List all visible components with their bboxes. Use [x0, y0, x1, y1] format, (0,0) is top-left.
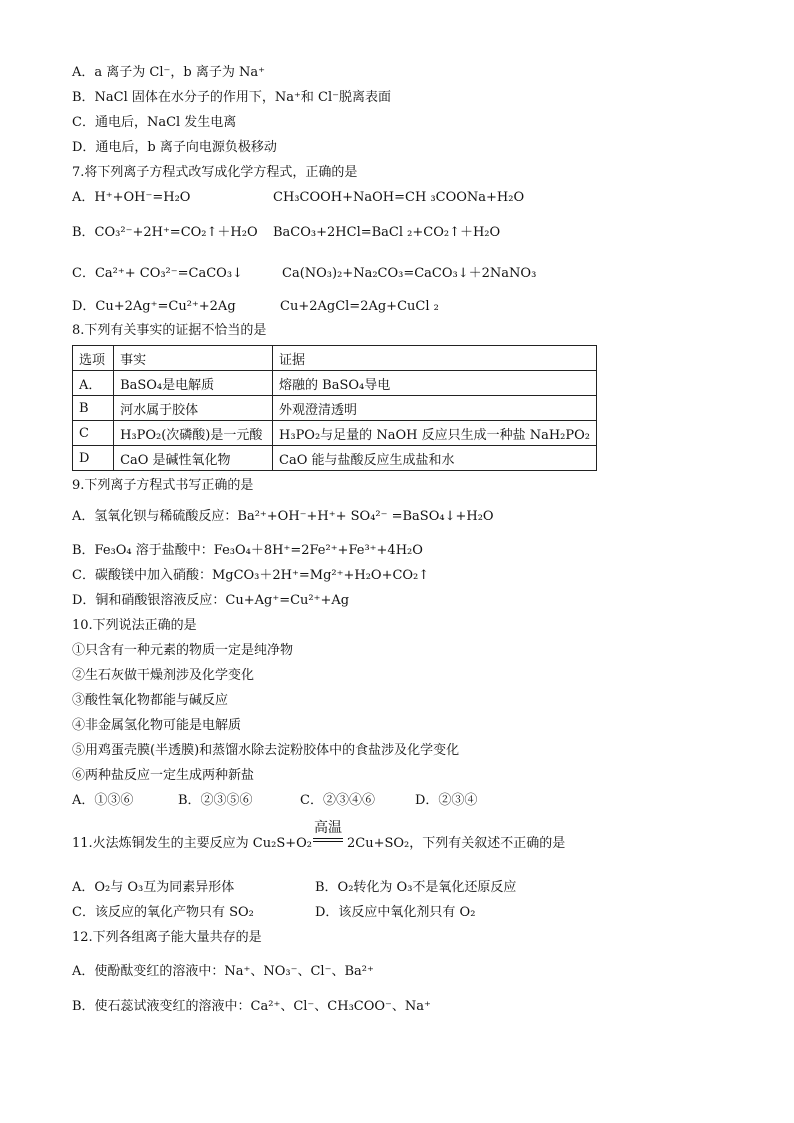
q11-stem-start: 11.火法炼铜发生的主要反应为 Cu₂S+O₂ — [72, 836, 313, 851]
q11-option-a: A．O₂与 O₃互为同素异形体 — [72, 880, 235, 895]
q10-statement: ④非金属氢化物可能是电解质 — [72, 718, 242, 733]
q7-option-b-ionic: B．CO₃²⁻+2H⁺=CO₂↑＋H₂O — [72, 225, 258, 240]
q7-option-a-molecular: CH₃COOH+NaOH=CH ₃COONa+H₂O — [273, 190, 525, 205]
table-cell-evidence: H₃PO₂与足量的 NaOH 反应只生成一种盐 NaH₂PO₂ — [273, 421, 597, 446]
table-cell-evidence: 外观澄清透明 — [273, 396, 597, 421]
q10-option-a: A．①③⑥ — [72, 793, 134, 808]
q10-statement: ①只含有一种元素的物质一定是纯净物 — [72, 643, 294, 658]
table-header-evidence: 证据 — [273, 346, 597, 371]
table-cell-fact: BaSO₄是电解质 — [114, 371, 273, 396]
q10-option-c: C．②③④⑥ — [300, 793, 375, 808]
q7-option-d-ionic: D．Cu+2Ag⁺=Cu²⁺+2Ag — [72, 299, 236, 314]
q9-option-a: A．氢氧化钡与稀硫酸反应：Ba²⁺+OH⁻+H⁺+ SO₄²⁻ =BaSO₄↓+H₂O — [72, 509, 494, 524]
q11-option-b: B．O₂转化为 O₃不是氧化还原反应 — [315, 880, 517, 895]
q7-option-d-molecular: Cu+2AgCl=2Ag+CuCl ₂ — [280, 299, 439, 314]
table-cell-option: B — [73, 396, 114, 421]
q10-stem: 10.下列说法正确的是 — [72, 618, 197, 633]
q10-option-b: B．②③⑤⑥ — [178, 793, 253, 808]
q10-statement: ②生石灰做干燥剂涉及化学变化 — [72, 668, 255, 683]
reaction-condition: 高温 — [314, 820, 342, 836]
q9-option-d: D．铜和硝酸银溶液反应：Cu+Ag⁺=Cu²⁺+Ag — [72, 593, 350, 608]
q6-option-b: B．NaCl 固体在水分子的作用下，Na⁺和 Cl⁻脱离表面 — [72, 90, 392, 105]
q6-option-a: A．a 离子为 Cl⁻，b 离子为 Na⁺ — [72, 65, 265, 80]
q12-option-a: A．使酚酞变红的溶液中：Na⁺、NO₃⁻、Cl⁻、Ba²⁺ — [72, 964, 374, 979]
table-cell-evidence: CaO 能与盐酸反应生成盐和水 — [273, 446, 597, 471]
q11-option-c: C．该反应的氧化产物只有 SO₂ — [72, 905, 254, 920]
table-row — [73, 371, 597, 396]
q12-stem: 12.下列各组离子能大量共存的是 — [72, 930, 262, 945]
equals-sign-bar — [313, 838, 343, 839]
q7-option-c-ionic: C．Ca²⁺+ CO₃²⁻=CaCO₃↓ — [72, 266, 243, 281]
table-cell-option: D — [73, 446, 114, 471]
q11-option-d: D．该反应中氧化剂只有 O₂ — [315, 905, 476, 920]
table-row — [73, 446, 597, 471]
q6-option-d: D．通电后，b 离子向电源负极移动 — [72, 140, 277, 155]
table-cell-fact: H₃PO₂(次磷酸)是一元酸 — [114, 421, 273, 446]
table-cell-evidence: 熔融的 BaSO₄导电 — [273, 371, 597, 396]
q7-option-a-ionic: A．H⁺+OH⁻=H₂O — [72, 190, 191, 205]
q10-statement: ⑤用鸡蛋壳膜(半透膜)和蒸馏水除去淀粉胶体中的食盐涉及化学变化 — [72, 743, 460, 758]
table-header-row — [73, 346, 597, 371]
equals-sign-bar — [313, 841, 343, 842]
q8-stem: 8.下列有关事实的证据不恰当的是 — [72, 323, 267, 338]
q9-stem: 9.下列离子方程式书写正确的是 — [72, 478, 254, 493]
table-row — [73, 396, 597, 421]
q9-option-c: C．碳酸镁中加入硝酸：MgCO₃＋2H⁺=Mg²⁺+H₂O+CO₂↑ — [72, 568, 430, 583]
table-cell-option: C — [73, 421, 114, 446]
q9-option-b: B．Fe₃O₄ 溶于盐酸中：Fe₃O₄＋8H⁺=2Fe²⁺+Fe³⁺+4H₂O — [72, 543, 423, 558]
table-row — [73, 421, 597, 446]
q6-option-c: C．通电后，NaCl 发生电离 — [72, 115, 237, 130]
q12-option-b: B．使石蕊试液变红的溶液中：Ca²⁺、Cl⁻、CH₃COO⁻、Na⁺ — [72, 999, 431, 1014]
q10-statement: ③酸性氧化物都能与碱反应 — [72, 693, 229, 708]
table-cell-option: A． — [73, 371, 114, 396]
table-header-fact: 事实 — [114, 346, 273, 371]
q7-option-c-molecular: Ca(NO₃)₂+Na₂CO₃=CaCO₃↓＋2NaNO₃ — [282, 266, 537, 281]
table-header-option: 选项 — [73, 346, 114, 371]
q8-evidence-table — [72, 345, 597, 471]
table-cell-fact: 河水属于胶体 — [114, 396, 273, 421]
table-cell-fact: CaO 是碱性氧化物 — [114, 446, 273, 471]
q10-option-d: D．②③④ — [415, 793, 478, 808]
q11-stem-end: 2Cu+SO₂，下列有关叙述不正确的是 — [347, 836, 566, 851]
q7-stem: 7.将下列离子方程式改写成化学方程式，正确的是 — [72, 165, 358, 180]
q10-statement: ⑥两种盐反应一定生成两种新盐 — [72, 768, 255, 783]
q7-option-b-molecular: BaCO₃+2HCl=BaCl ₂+CO₂↑＋H₂O — [273, 225, 501, 240]
